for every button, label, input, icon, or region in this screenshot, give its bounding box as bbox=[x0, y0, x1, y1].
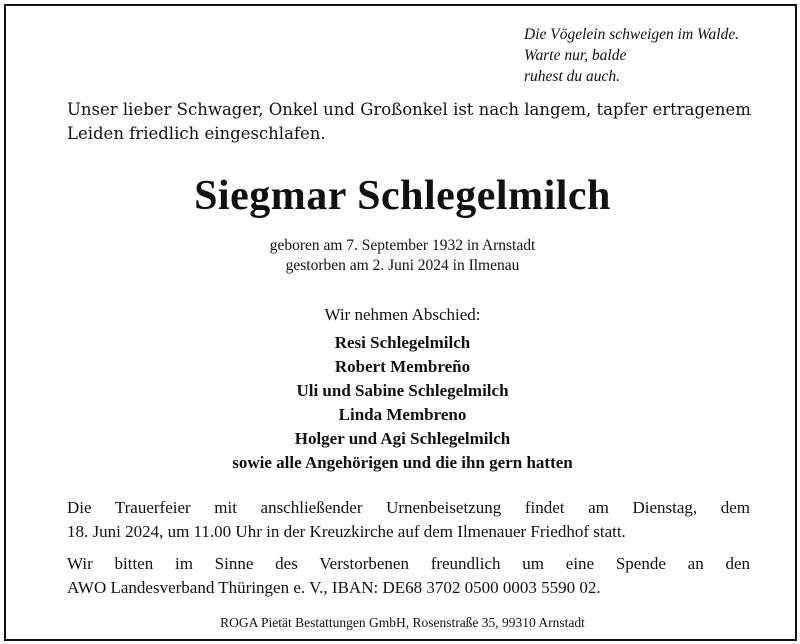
obituary-frame bbox=[4, 4, 797, 641]
poem-line: Warte nur, balde bbox=[524, 47, 627, 64]
mourners-list bbox=[6, 331, 799, 475]
donation-line: AWO Landesverband Thüringen e. V., IBAN: DE68 3702 0500 0003 5590 02. bbox=[67, 578, 601, 597]
poem-quote bbox=[524, 24, 739, 87]
funeral-line: 18. Juni 2024, um 11.00 Uhr in der Kreuzkirche auf dem Ilmenauer Friedhof statt. bbox=[67, 522, 626, 541]
poem-line: ruhest du auch. bbox=[524, 68, 621, 85]
farewell-heading: Wir nehmen Abschied: bbox=[324, 305, 481, 324]
intro-line: Leiden friedlich eingeschlafen. bbox=[67, 124, 326, 143]
funeral-notice bbox=[67, 496, 750, 544]
deceased-name: Siegmar Schlegelmilch bbox=[194, 173, 611, 219]
intro-line: Unser lieber Schwager, Onkel und Großonkel ist nach langem, tapfer ertragenem bbox=[67, 100, 751, 119]
funeral-home-footer: ROGA Pietät Bestattungen GmbH, Rosenstraße 35, 99310 Arnstadt bbox=[220, 615, 585, 630]
death-date: gestorben am 2. Juni 2024 in Ilmenau bbox=[285, 257, 520, 274]
mourner: Robert Membreño bbox=[334, 357, 471, 376]
mourner: sowie alle Angehörigen und die ihn gern hatten bbox=[232, 453, 573, 472]
donation-line: Wir bitten im Sinne des Verstorbenen freundlich um eine Spende an den bbox=[67, 554, 750, 573]
mourner: Resi Schlegelmilch bbox=[334, 333, 471, 352]
intro-text bbox=[67, 98, 751, 146]
life-dates bbox=[6, 236, 799, 276]
mourner: Holger und Agi Schlegelmilch bbox=[294, 429, 511, 448]
mourner: Uli und Sabine Schlegelmilch bbox=[296, 381, 509, 400]
poem-line: Die Vögelein schweigen im Walde. bbox=[524, 26, 740, 43]
donation-notice bbox=[67, 552, 750, 600]
funeral-line: Die Trauerfeier mit anschließender Urnenbeisetzung findet am Dienstag, dem bbox=[67, 498, 750, 517]
mourner: Linda Membreno bbox=[338, 405, 467, 424]
birth-date: geboren am 7. September 1932 in Arnstadt bbox=[269, 237, 536, 254]
